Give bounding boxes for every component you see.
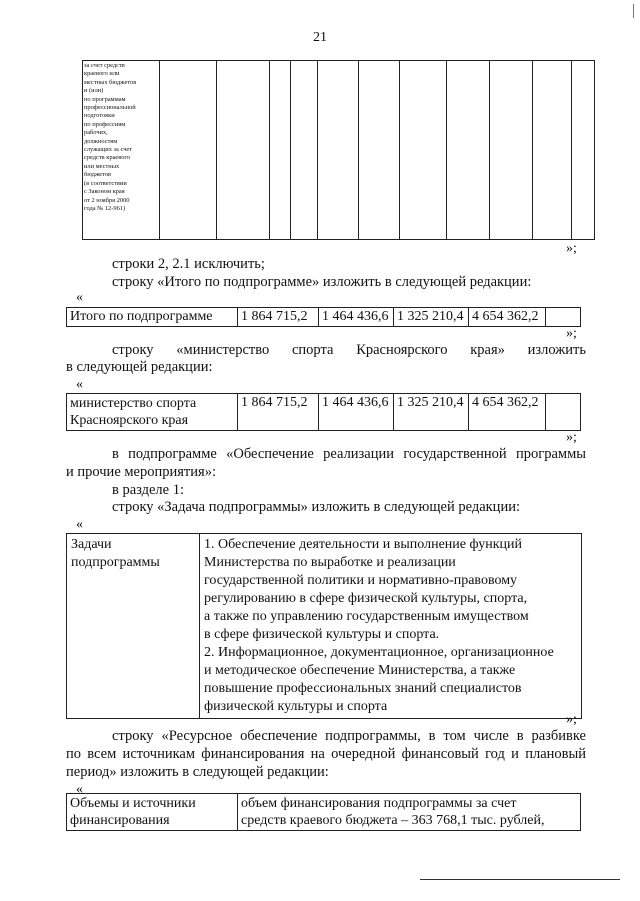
cell-line: краевого или xyxy=(84,70,120,78)
ministry-value: 4 654 362,2 xyxy=(469,394,546,431)
empty-cell xyxy=(359,61,400,240)
empty-cell xyxy=(318,61,359,240)
cell-line: местных бюджетов xyxy=(84,78,137,86)
task-label-line: подпрограммы xyxy=(71,555,160,570)
resource-table xyxy=(66,793,581,831)
resource-value xyxy=(238,794,581,831)
resource-label-line: Объемы и источники xyxy=(70,796,196,811)
itogo-label: Итого по подпрограмме xyxy=(67,308,238,327)
text-line: по всем источникам финансирования на очередной финансовый год и плановый xyxy=(66,746,586,762)
ministry-label-line: министерство спорта xyxy=(70,396,197,411)
scan-edge-mark xyxy=(633,4,634,18)
empty-cell xyxy=(572,61,595,240)
resource-label xyxy=(67,794,238,831)
cell-line: и (или) xyxy=(84,87,104,95)
itogo-value: 1 464 436,6 xyxy=(319,308,394,327)
close-quote: »; xyxy=(566,241,577,256)
resource-value-line: объем финансирования подпрограммы за счет xyxy=(241,796,517,811)
text-line: строку «Ресурсное обеспечение подпрограммы, в том числе в разбивке xyxy=(112,728,586,744)
cell-line: с Законом края xyxy=(84,188,125,196)
cell-line: года № 12-961) xyxy=(84,204,126,212)
cell-line: средств краевого xyxy=(84,154,131,162)
cell-line: от 2 ноября 2000 xyxy=(84,196,130,204)
text-line: строки 2, 2.1 исключить; xyxy=(112,256,265,272)
itogo-value: 4 654 362,2 xyxy=(469,308,546,327)
text-line: строку «Итого по подпрограмме» изложить в следующей редакции: xyxy=(112,274,532,290)
close-quote: »; xyxy=(566,326,577,341)
cell-line: подготовки xyxy=(84,112,115,120)
open-quote: « xyxy=(76,782,83,797)
cell-line: рабочих, xyxy=(84,129,108,137)
task-label-line: Задачи xyxy=(71,537,112,552)
word: спорта xyxy=(291,342,334,358)
task-line: повышение профессиональных знаний специалистов xyxy=(204,681,522,696)
task-content xyxy=(200,534,582,719)
word: изложить xyxy=(527,342,586,358)
word: строку xyxy=(112,342,154,358)
word: «министерство xyxy=(176,342,270,358)
cell-line: бюджетов xyxy=(84,171,112,179)
word: Красноярского xyxy=(356,342,448,358)
resource-label-line: финансирования xyxy=(70,813,170,828)
text-line: в подпрограмме «Обеспечение реализации государственной программы xyxy=(112,446,586,462)
cell-line: (в соответствии xyxy=(84,179,127,187)
justified-text-line xyxy=(112,342,586,359)
top-table-first-cell xyxy=(83,61,160,240)
task-line: регулированию в сфере физической культуры, спорта, xyxy=(204,591,528,606)
task-line: 2. Информационное, документационное, организационное xyxy=(204,645,554,660)
task-line: 1. Обеспечение деятельности и выполнение функций xyxy=(204,537,522,552)
empty-cell xyxy=(291,61,318,240)
empty-cell xyxy=(270,61,291,240)
text-line: в следующей редакции: xyxy=(66,359,213,375)
task-line: физической культуры и спорта xyxy=(204,699,388,714)
text-line: в разделе 1: xyxy=(112,482,185,498)
task-label xyxy=(67,534,200,719)
text-line: период» изложить в следующей редакции: xyxy=(66,764,329,780)
text-line: и прочие мероприятия»: xyxy=(66,464,216,480)
empty-cell xyxy=(490,61,533,240)
ministry-value: 1 325 210,4 xyxy=(394,394,469,431)
cell-line: по профессиям xyxy=(84,120,126,128)
empty-cell xyxy=(546,308,581,327)
task-table xyxy=(66,533,582,719)
cell-line: должностям xyxy=(84,137,118,145)
ministry-label-line: Красноярского края xyxy=(70,413,189,428)
open-quote: « xyxy=(76,377,83,392)
cell-line: профессиональной xyxy=(84,104,136,112)
bottom-rule xyxy=(420,879,620,880)
task-line: а также по управлению государственным имуществом xyxy=(204,609,529,624)
task-line: и методическое обеспечение Министерства, а также xyxy=(204,663,516,678)
cell-line: по программам xyxy=(84,95,126,103)
task-line: государственной политики и нормативно-правовому xyxy=(204,573,518,588)
open-quote: « xyxy=(76,517,83,532)
ministry-value: 1 464 436,6 xyxy=(319,394,394,431)
empty-cell xyxy=(447,61,490,240)
text-line: строку «Задача подпрограммы» изложить в следующей редакции: xyxy=(112,499,520,515)
close-quote: »; xyxy=(566,712,577,727)
task-line: Министерства по выработке и реализации xyxy=(204,555,456,570)
empty-cell xyxy=(546,394,581,431)
word: края» xyxy=(470,342,505,358)
cell-line: или местных xyxy=(84,162,120,170)
itogo-table xyxy=(66,307,581,327)
itogo-value: 1 864 715,2 xyxy=(238,308,319,327)
task-line: в сфере физической культуры и спорта. xyxy=(204,627,440,642)
close-quote: »; xyxy=(566,430,577,445)
empty-cell xyxy=(533,61,572,240)
open-quote: « xyxy=(76,290,83,305)
empty-cell xyxy=(160,61,217,240)
empty-cell xyxy=(400,61,447,240)
resource-value-line: средств краевого бюджета – 363 768,1 тыс. рублей, xyxy=(241,813,545,828)
ministry-label xyxy=(67,394,238,431)
cell-line: служащих за счет xyxy=(84,146,133,154)
cell-line: за счет средств xyxy=(84,62,125,69)
empty-cell xyxy=(217,61,270,240)
top-partial-table xyxy=(82,60,595,240)
itogo-value: 1 325 210,4 xyxy=(394,308,469,327)
ministry-table xyxy=(66,393,581,431)
page-number: 21 xyxy=(313,30,327,45)
ministry-value: 1 864 715,2 xyxy=(238,394,319,431)
